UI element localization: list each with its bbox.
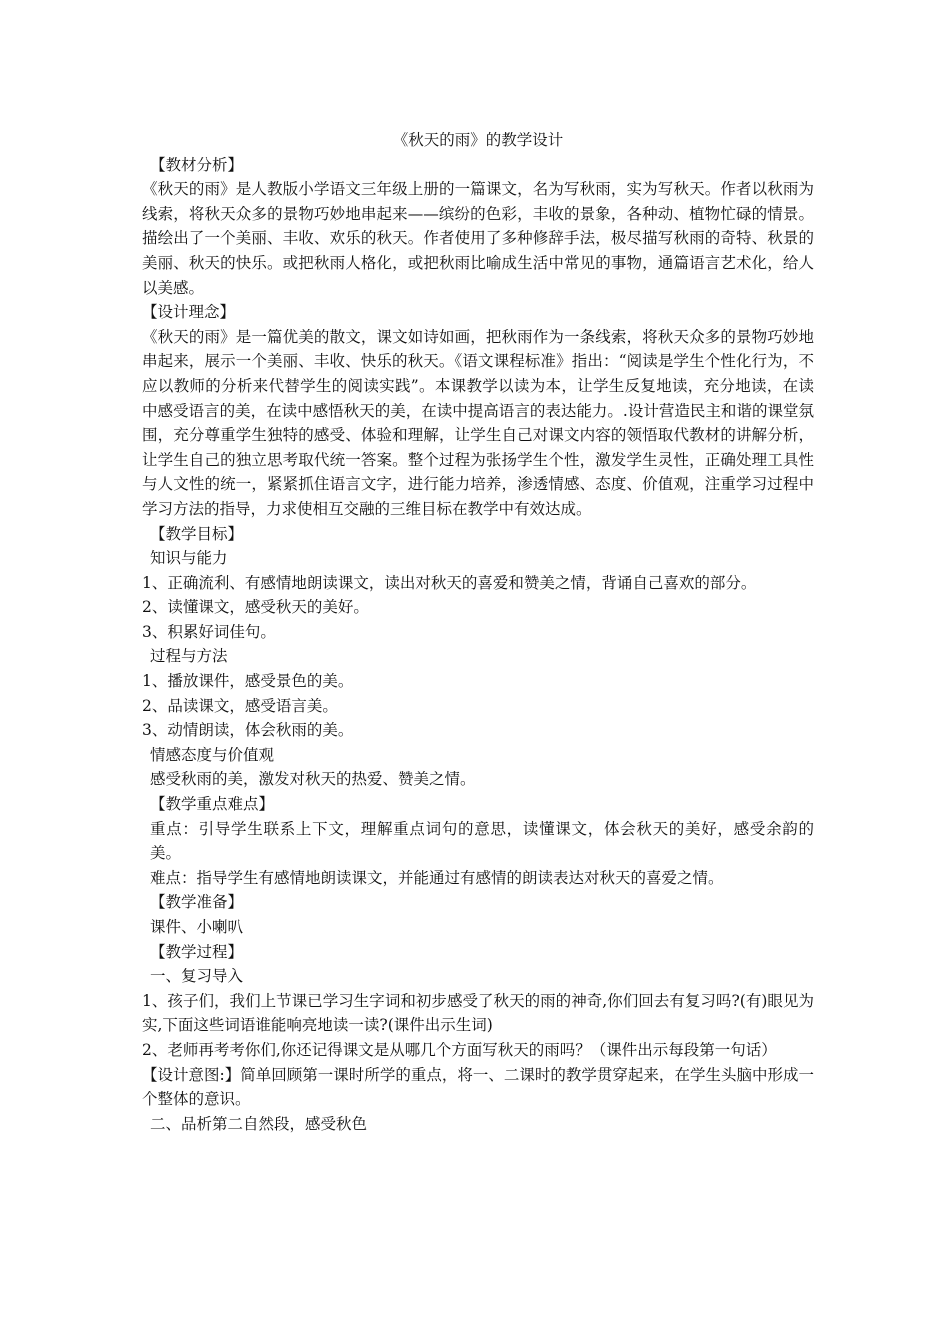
paragraph: 【教材分析】	[150, 155, 244, 174]
paragraph: 知识与能力	[150, 549, 228, 568]
paragraph: 重点：引导学生联系上下文，理解重点词句的意思，读懂课文，体会秋天的美好，感受余韵的美。	[150, 819, 814, 863]
paragraph: 【设计意图:】简单回顾第一课时所学的重点，将一、二课时的教学贯穿起来，在学生头脑中形成一个整体的意识。	[142, 1065, 814, 1109]
document-body	[142, 128, 814, 1136]
paragraph-list	[142, 153, 814, 1137]
paragraph: 【教学过程】	[150, 942, 244, 961]
paragraph: 1、孩子们，我们上节课已学习生字词和初步感受了秋天的雨的神奇,你们回去有复习吗?(有)眼见为实,下面这些词语谁能响亮地读一读?(课件出示生词)	[142, 991, 814, 1035]
paragraph: 过程与方法	[150, 647, 228, 666]
paragraph: 难点：指导学生有感情地朗读课文，并能通过有感情的朗读表达对秋天的喜爱之情。	[150, 868, 724, 887]
paragraph: 2、老师再考考你们,你还记得课文是从哪几个方面写秋天的雨吗？（课件出示每段第一句话）	[142, 1040, 777, 1059]
paragraph: 3、动情朗读，体会秋雨的美。	[142, 721, 354, 740]
paragraph: 【教学重点难点】	[150, 795, 275, 814]
document-title: 《秋天的雨》的教学设计	[392, 131, 564, 149]
paragraph: 一、复习导入	[150, 967, 244, 986]
paragraph: 3、积累好词佳句。	[142, 622, 276, 641]
paragraph: 2、读懂课文，感受秋天的美好。	[142, 598, 369, 617]
paragraph: 2、品读课文，感受语言美。	[142, 696, 338, 715]
paragraph: 《秋天的雨》是人教版小学语文三年级上册的一篇课文，名为写秋雨，实为写秋天。作者以秋雨为线索，将秋天众多的景物巧妙地串起来——缤纷的色彩，丰收的景象，各种动、植物忙碌的情景。描绘出了一个美丽、丰收、欢乐的秋天。作者使用了多种修辞手法，极尽描写秋雨的奇特、秋景的美丽、秋天的快乐。或把秋雨人格化，或把秋雨比喻成生活中常见的事物，通篇语言艺术化，给人以美感。	[142, 180, 814, 297]
paragraph: 感受秋雨的美，激发对秋天的热爱、赞美之情。	[150, 770, 476, 789]
paragraph: 情感态度与价值观	[150, 745, 275, 764]
paragraph: 1、播放课件，感受景色的美。	[142, 672, 354, 691]
paragraph: 【设计理念】	[142, 303, 236, 322]
paragraph: 课件、小喇叭	[150, 918, 244, 936]
paragraph: 二、品析第二自然段，感受秋色	[150, 1114, 368, 1133]
paragraph: 【教学目标】	[150, 524, 244, 543]
paragraph: 1、正确流利、有感情地朗读课文，读出对秋天的喜爱和赞美之情，背诵自己喜欢的部分。	[142, 573, 757, 592]
paragraph: 《秋天的雨》是一篇优美的散文，课文如诗如画，把秋雨作为一条线索，将秋天众多的景物巧妙地串起来，展示一个美丽、丰收、快乐的秋天。《语文课程标准》指出：“阅读是学生个性化行为，不应以教师的分析来代替学生的阅读实践”。本课教学以读为本，让学生反复地读，充分地读，在读中感受语言的美，在读中感悟秋天的美，在读中提高语言的表达能力。.设计营造民主和谐的课堂氛围，充分尊重学生独特的感受、体验和理解，让学生自己对课文内容的领悟取代教材的讲解分析，让学生自己的独立思考取代统一答案。整个过程为张扬学生个性，激发学生灵性，正确处理工具性与人文性的统一，紧紧抓住语言文字，进行能力培养，渗透情感、态度、价值观，注重学习过程中学习方法的指导，力求使相互交融的三维目标在教学中有效达成。	[142, 327, 814, 518]
paragraph: 【教学准备】	[150, 893, 244, 912]
